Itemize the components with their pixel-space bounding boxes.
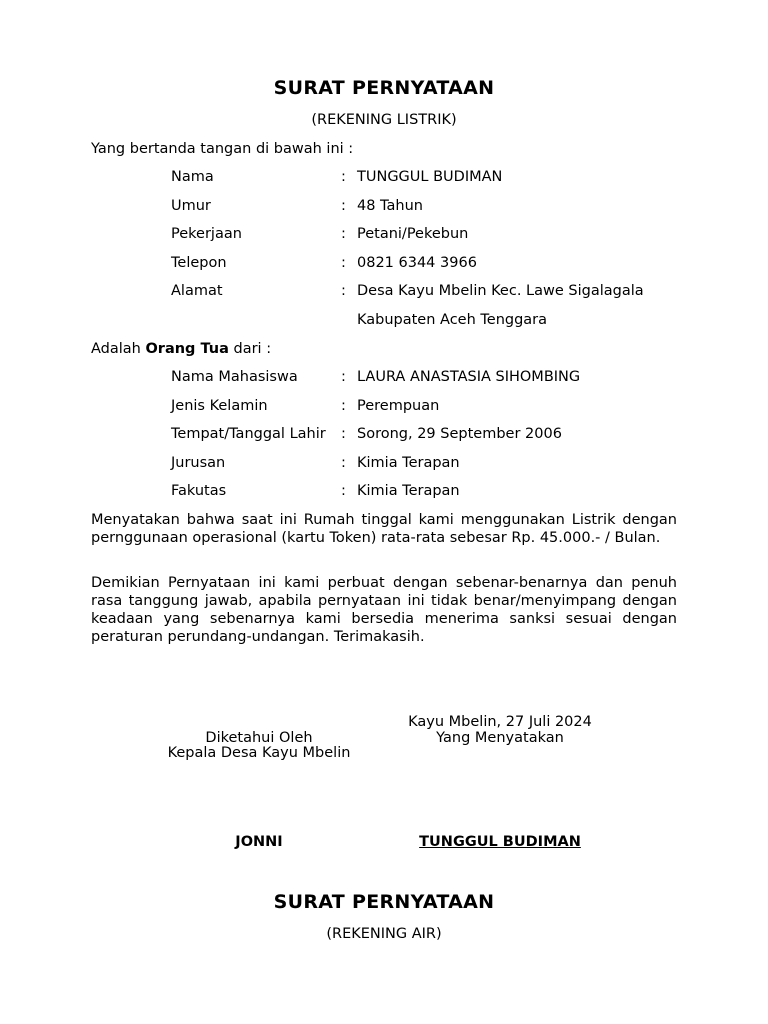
second-document-subtitle: (REKENING AIR) [326,926,442,942]
field-colon: : [341,283,346,299]
field-label: Telepon [171,255,227,271]
field-label: Umur [171,198,211,214]
relation-suffix: dari : [228,341,272,357]
field-label: Nama [171,169,214,185]
field-value: 0821 6344 3966 [357,255,477,271]
field-value: TUNGGUL BUDIMAN [357,169,503,185]
relation-bold: Orang Tua [145,341,229,357]
field-colon: : [341,226,346,242]
field-value: Desa Kayu Mbelin Kec. Lawe Sigalagala [357,283,644,299]
document-subtitle: (REKENING LISTRIK) [311,112,457,128]
field-value: Perempuan [357,398,440,414]
field-value: Kimia Terapan [357,455,460,471]
field-value: Kimia Terapan [357,483,460,499]
field-colon: : [341,483,346,499]
field-label: Jenis Kelamin [171,398,268,414]
field-colon: : [341,255,346,271]
relation-prefix: Adalah [91,341,146,357]
right-signer-name: TUNGGUL BUDIMAN [419,834,581,850]
field-label: Tempat/Tanggal Lahir [171,426,326,442]
field-value: 48 Tahun [357,198,423,214]
intro-line: Yang bertanda tangan di bawah ini : [91,141,354,157]
address-line-2: Kabupaten Aceh Tenggara [357,312,548,328]
field-colon: : [341,198,346,214]
left-signer-caption-1: Diketahui Oleh [205,730,313,746]
field-label: Fakutas [171,483,227,499]
closing-paragraph: Demikian Pernyataan ini kami perbuat dengan sebenar-benarnya dan penuh rasa tanggung jawab, apabila pernyataan ini tidak benar/menyimpang dengan keadaan yang sebenarnya kami bersedia menerima sanksi sesuai dengan peraturan perundang-undangan. Terimakasih. [91,575,677,645]
relation-line [91,341,271,357]
field-colon: : [341,426,346,442]
field-colon: : [341,369,346,385]
document-title: SURAT PERNYATAAN [273,77,495,99]
field-label: Alamat [171,283,223,299]
second-document-title: SURAT PERNYATAAN [273,891,495,913]
field-label: Pekerjaan [171,226,242,242]
right-signer-caption: Yang Menyatakan [436,730,564,746]
field-colon: : [341,455,346,471]
left-signer-caption-2: Kepala Desa Kayu Mbelin [167,745,351,761]
field-label: Jurusan [171,455,226,471]
place-date: Kayu Mbelin, 27 Juli 2024 [408,714,592,730]
statement-paragraph: Menyatakan bahwa saat ini Rumah tinggal kami menggunakan Listrik dengan pernggunaan operasional (kartu Token) rata-rata sebesar Rp. 45.000.- / Bulan. [91,512,677,546]
left-signer-name: JONNI [235,834,283,850]
field-colon: : [341,398,346,414]
field-value: LAURA ANASTASIA SIHOMBING [357,369,581,385]
field-colon: : [341,169,346,185]
field-value: Sorong, 29 September 2006 [357,426,562,442]
field-label: Nama Mahasiswa [171,369,298,385]
field-value: Petani/Pekebun [357,226,469,242]
